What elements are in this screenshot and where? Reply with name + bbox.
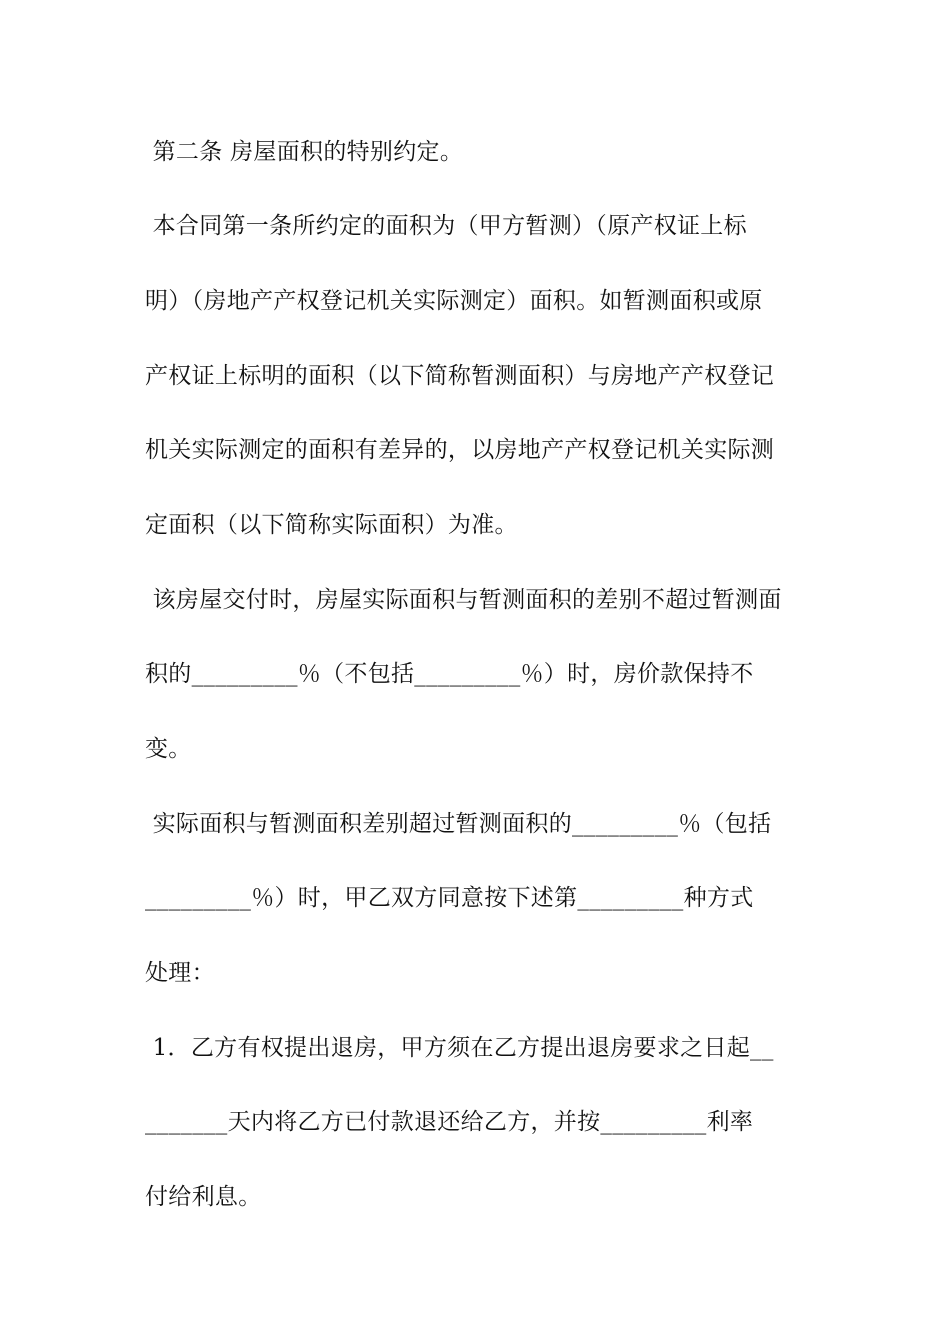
text-line: 产权证上标明的面积（以下简称暂测面积）与房地产产权登记: [145, 363, 775, 389]
text-line: 付给利息。: [145, 1184, 262, 1210]
text-line: 变。: [145, 736, 192, 762]
text-line: 1．乙方有权提出退房，甲方须在乙方提出退房要求之日起__: [145, 1035, 774, 1061]
text-line: 本合同第一条所约定的面积为（甲方暂测）（原产权证上标: [145, 213, 747, 239]
text-line: 积的_________％（不包括_________％）时，房价款保持不: [145, 661, 754, 687]
text-line: 第二条 房屋面积的特别约定。: [145, 139, 464, 165]
text-line: _______天内将乙方已付款退还给乙方，并按_________利率: [145, 1109, 754, 1135]
text-line: 该房屋交付时，房屋实际面积与暂测面积的差别不超过暂测面: [145, 587, 782, 613]
text-line: 机关实际测定的面积有差异的，以房地产产权登记机关实际测: [145, 437, 775, 463]
text-line: 处理：: [145, 960, 215, 986]
text-line: 实际面积与暂测面积差别超过暂测面积的_________％（包括: [145, 811, 772, 837]
text-line: _________％）时，甲乙双方同意按下述第_________种方式: [145, 885, 754, 911]
text-line: 明）（房地产产权登记机关实际测定）面积。如暂测面积或原: [145, 288, 763, 314]
text-line: 定面积（以下简称实际面积）为准。: [145, 512, 518, 538]
